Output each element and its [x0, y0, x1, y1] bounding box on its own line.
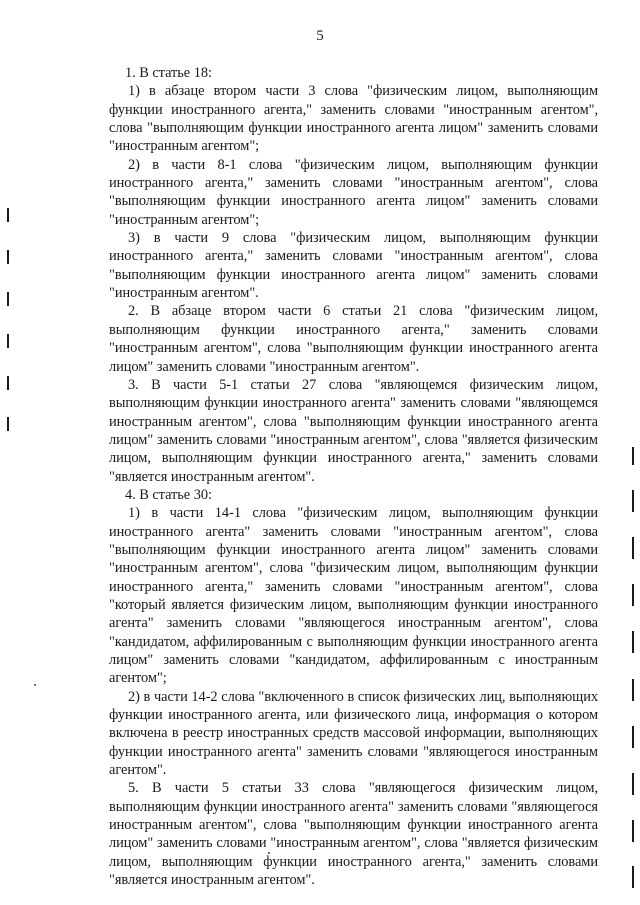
- document-body: [109, 64, 598, 889]
- scan-mark-left-5: [7, 376, 9, 390]
- scan-mark-left-3: [7, 292, 9, 306]
- scan-mark-left-1: [7, 208, 9, 222]
- scan-mark-left-6: [7, 417, 9, 431]
- paragraph-item-4-sub-1: 1) в части 14-1 слова "физическим лицом, выполняющим функции иностранного агента" заменить словами "иностранным агентом", слова "выполняющим функции иностранного агента лицом" заменить словами "иностранным агентом", слова "физическим лицом, выполняющим функции иностранного агента," заменить словами "иностранным агентом", слова "который является физическим лицом, выполняющим функции иностранного агента" заменить словами "являющегося иностранным агентом", слова "кандидатом, аффилированным с выполняющим функции иностранного агента лицом" заменить словами "кандидатом, аффилированным с иностранным агентом";: [109, 505, 598, 687]
- paragraph-item-2: 2. В абзаце втором части 6 статьи 21 слова "физическим лицом, выполняющим функции иностранного агента," заменить словами "иностранным агентом", слова "выполняющим функции иностранного агента лицом" заменить словами "иностранным агентом".: [109, 303, 598, 375]
- paragraph-item-1-sub-2: 2) в части 8-1 слова "физическим лицом, выполняющим функции иностранного агента," заменить словами "иностранным агентом", слова "выполняющим функции иностранного агента лицом" заменить словами "иностранным агентом";: [109, 156, 598, 228]
- scan-mark-right-1: [632, 447, 634, 465]
- paragraph-item-1-sub-1: 1) в абзаце втором части 3 слова "физическим лицом, выполняющим функции иностранного агента," заменить словами "иностранным агентом", слова "выполняющим функции иностранного агента лицом" заменить словами "иностранным агентом";: [109, 83, 598, 155]
- scan-mark-right-9: [632, 820, 634, 842]
- scan-mark-right-10: [632, 866, 634, 888]
- scan-mark-left-2: [7, 250, 9, 264]
- paragraph-item-1-heading: 1. В статье 18:: [125, 65, 212, 81]
- paragraph-item-4-sub-2: 2) в части 14-2 слова "включенного в список физических лиц, выполняющих функции иностранного агента, или физического лица, информация о котором включена в реестр иностранных средств массовой информации, выполняющих функции иностранного агента" заменить словами "являющегося иностранным агентом".: [109, 688, 598, 779]
- scan-mark-right-2: [632, 490, 634, 512]
- scan-mark-right-4: [632, 584, 634, 606]
- scan-mark-right-3: [632, 537, 634, 559]
- paragraph-item-5: 5. В части 5 статьи 33 слова "являющегося физическим лицом, выполняющим функции иностранного агента" заменить словами "являющегося иностранным агентом", слова "выполняющим функции иностранного агента лицом" заменить словами "иностранным агентом", слова "является физическим лицом, выполняющим функции иностранного агента," заменить словами "является иностранным агентом".: [109, 780, 598, 889]
- scan-mark-left-4: [7, 334, 9, 348]
- scan-speck-2: [268, 852, 270, 854]
- scan-mark-right-7: [632, 726, 634, 748]
- page-number: 5: [316, 28, 324, 44]
- paragraph-item-4-heading: 4. В статье 30:: [125, 486, 212, 503]
- scan-mark-right-8: [632, 773, 634, 795]
- scan-speck-1: [34, 684, 36, 686]
- scan-mark-right-6: [632, 679, 634, 701]
- paragraph-item-3: 3. В части 5-1 статьи 27 слова "являющемся физическим лицом, выполняющим функции иностранного агента" заменить словами "являющемся иностранным агентом", слова "выполняющим функции иностранного агента лицом" заменить словами "иностранным агентом", слова "является физическим лицом, выполняющим функции иностранного агента," заменить словами "является иностранным агентом".: [109, 376, 598, 485]
- scan-mark-right-5: [632, 631, 634, 653]
- paragraph-item-1-sub-3: 3) в части 9 слова "физическим лицом, выполняющим функции иностранного агента," заменить словами "иностранным агентом", слова "выполняющим функции иностранного агента лицом" заменить словами "иностранным агентом".: [109, 230, 598, 302]
